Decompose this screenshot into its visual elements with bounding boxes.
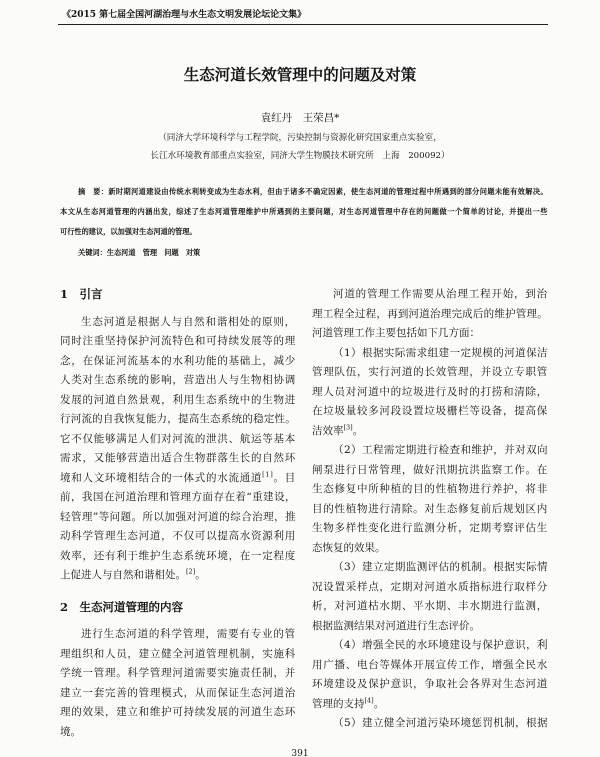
section-heading: 1 引言 [60, 287, 103, 301]
line-text: 管理队伍，实行河道的长效管理，并设立专职管 [312, 366, 548, 378]
running-header: 《2015 第七届全国河湖治理与水生态文明发展论坛论文集》 [62, 10, 307, 20]
body-line [60, 430, 296, 450]
body-line [60, 645, 296, 665]
paragraph [312, 558, 548, 636]
abstract-text: 本文从生态河道管理的内涵出发，综述了生态河道管理维护中所遇到的主要问题，对生态河道管理中存在的问题做一个简单的讨论，并提出一些 [60, 207, 548, 216]
line-text: 态恢复的效果。 [312, 541, 386, 554]
paragraph [312, 714, 548, 734]
line-text: 轻管理”等问题。所以加强对河道的综合治理，推 [60, 510, 296, 523]
keywords-text: 生态河道 管理 问题 对策 [106, 248, 201, 257]
paragraph [312, 344, 548, 442]
line-text: 在垃圾量较多河段设置垃圾栅栏等设备，提高保 [312, 405, 548, 417]
line-text: 人类对生态系统的影响，营造出人与生物相协调 [60, 374, 296, 386]
line-text: 理的效果，建立和维护可持续发展的河道生态环 [60, 706, 296, 718]
paragraph [60, 625, 296, 742]
body-line [312, 285, 548, 305]
citation-superscript: [3] [343, 423, 353, 431]
line-text: 管理的支持 [312, 697, 365, 710]
body-line [312, 344, 548, 364]
body-line [60, 488, 296, 508]
line-text: （3）建立定期监测评估的机制。根据实际情 [333, 561, 548, 573]
line-text: 。 [352, 424, 364, 437]
section-heading: 2 生态河道管理的内容 [60, 599, 184, 614]
body-line [312, 461, 548, 481]
line-text: 理组织和人员，建立健全河道管理机制，实施科 [60, 647, 296, 660]
line-text: 建立一套完善的管理模式，从而保证生态河道治 [60, 686, 296, 699]
abstract-line [60, 202, 548, 222]
line-text: 理工程全过程，再到河道治理完成后的维护管理。 [312, 307, 548, 320]
line-text: 况设置采样点，定期对河道水质指标进行取样分 [312, 580, 548, 593]
body-line [312, 714, 548, 734]
body-line [312, 500, 548, 520]
body-line [312, 441, 548, 461]
line-text: 河道的管理工作需要从治理工程开始，到治 [333, 288, 548, 300]
header-rule [58, 24, 548, 25]
body-line [60, 469, 296, 489]
line-text: 同时注重坚持保护河流特色和可持续发展等的理 [60, 335, 296, 347]
body-line [312, 324, 548, 344]
keywords [78, 247, 200, 259]
body-line [60, 625, 296, 645]
line-text: 闸泵进行日常管理，做好汛期抗洪监察工作。在 [312, 463, 548, 476]
body-line [60, 547, 296, 567]
line-text: 用广播、电台等媒体开展宣传工作，增强全民水 [312, 658, 548, 671]
line-text: 境。 [60, 725, 81, 738]
affiliation-line: （同济大学环境科学与工程学院，污染控制与资源化研究国家重点实验室， [158, 133, 442, 143]
line-text: 根据监测结果对河道进行生态评价。 [312, 619, 480, 632]
body-line [312, 558, 548, 578]
line-text: 它不仅能够满足人们对河流的泄洪、航运等基本 [60, 432, 296, 445]
abstract-line [60, 182, 548, 202]
line-text: 上促进人与自然和谐相处。 [60, 569, 186, 581]
line-text: 念，在保证河流基本的水利功能的基础上，减少 [60, 354, 296, 367]
body-line [60, 371, 296, 391]
line-text: 析，对河道枯水期、平水期、丰水期进行监测， [312, 600, 548, 612]
line-text: 河道管理工作主要包括如下几方面： [312, 327, 480, 339]
abstract-text: 新时期河道建设由传统水利转变成为生态水利，但由于诸多不确定因素，使生态河道的管理过程中所遇到的部分问题未能有效解决。 [108, 187, 548, 196]
line-text: 理人员对河道中的垃圾进行及时的打捞和清除， [312, 385, 548, 398]
line-text: 效率，还有利于维护生态系统环境，在一定程度 [60, 549, 296, 562]
body-line [312, 480, 548, 500]
body-line [60, 508, 296, 528]
body-line [60, 332, 296, 352]
body-line [312, 383, 548, 403]
abstract-text: 可行性的建议，以加强对生态河道的管理。 [60, 227, 197, 236]
line-text: 。目 [273, 471, 297, 484]
body-line [60, 723, 296, 743]
body-line [312, 617, 548, 637]
abstract [60, 182, 548, 242]
body-line [60, 684, 296, 704]
body-line [312, 656, 548, 676]
line-text: 学统一管理。科学管理河道需要实施责任制，并 [60, 667, 296, 679]
body-line [60, 527, 296, 547]
line-text: 生态河道是根据人与自然和谐相处的原则， [81, 315, 296, 328]
abstract-label: 摘 要： [78, 187, 109, 196]
affiliation [0, 129, 600, 165]
body-line [312, 422, 548, 442]
body-line [312, 363, 548, 383]
line-text: 。 [195, 569, 206, 581]
body-line [312, 402, 548, 422]
page-number: 391 [291, 749, 309, 757]
body-line [60, 391, 296, 411]
body-line [60, 664, 296, 684]
body-line [60, 566, 296, 586]
body-line [312, 695, 548, 715]
body-line [312, 305, 548, 325]
line-text: 生物多样性变化进行监测分析，定期考察评估生 [312, 522, 548, 534]
body-line [60, 352, 296, 372]
keywords-label: 关键词： [78, 248, 107, 257]
line-text: （1）根据实际需求组建一定规模的河道保洁 [333, 346, 548, 359]
body-line [60, 313, 296, 333]
body-line [60, 449, 296, 469]
line-text: （4）增强全民的水环境建设与保护意识，利 [333, 639, 548, 651]
paragraph [60, 313, 296, 586]
citation-superscript: [1] [262, 470, 274, 478]
paper-title: 生态河道长效管理中的问题及对策 [183, 65, 417, 84]
authors: 袁红丹 王荣昌* [260, 112, 340, 124]
line-text: （5）建立健全河道污染环境惩罚机制，根据 [333, 717, 548, 729]
left-column [60, 285, 296, 742]
line-text: 。 [373, 697, 385, 710]
citation-superscript: [2] [186, 567, 196, 576]
line-text: 发展的河道自然景观，利用生态系统中的生物进 [60, 393, 296, 406]
body-line [312, 636, 548, 656]
line-text: 需求，又能够营造出适合生物群落生长的自然环 [60, 452, 296, 464]
affiliation-line: 长江水环境教育部重点实验室，同济大学生物膜技术研究所 上海 200092） [150, 151, 450, 161]
body-line [312, 519, 548, 539]
line-text: 境和人文环境相结合的一体式的水流通道 [60, 471, 263, 484]
line-text: 生态修复中所种植的目的性植物进行养护，将非 [312, 483, 548, 495]
line-text: 动科学管理生态河道，不仅可以提高水资源利用 [60, 530, 296, 542]
line-text: 前，我国在河道治理和管理方面存在着“重建设， [60, 491, 296, 503]
body-line [60, 703, 296, 723]
body-line [312, 539, 548, 559]
paragraph [312, 285, 548, 344]
right-column [312, 285, 548, 734]
line-text: 洁效率 [312, 424, 344, 437]
citation-superscript: [4] [364, 696, 374, 704]
body-line [312, 675, 548, 695]
paragraph [312, 441, 548, 558]
line-text: 进行生态河道的科学管理，需要有专业的管 [81, 628, 296, 640]
body-line [60, 410, 296, 430]
paragraph [312, 636, 548, 714]
line-text: （2）工程需定期进行检查和维护，并对双向 [333, 444, 548, 456]
abstract-line [60, 222, 548, 242]
line-text: 环境建设及保护意识，争取社会各界对生态河道 [312, 678, 548, 690]
line-text: 行河流的自我恢复能力，提高生态系统的稳定性。 [60, 413, 296, 425]
body-line [312, 578, 548, 598]
line-text: 目的性植物进行清除。对生态修复前后规划区内 [312, 502, 548, 515]
body-line [312, 597, 548, 617]
